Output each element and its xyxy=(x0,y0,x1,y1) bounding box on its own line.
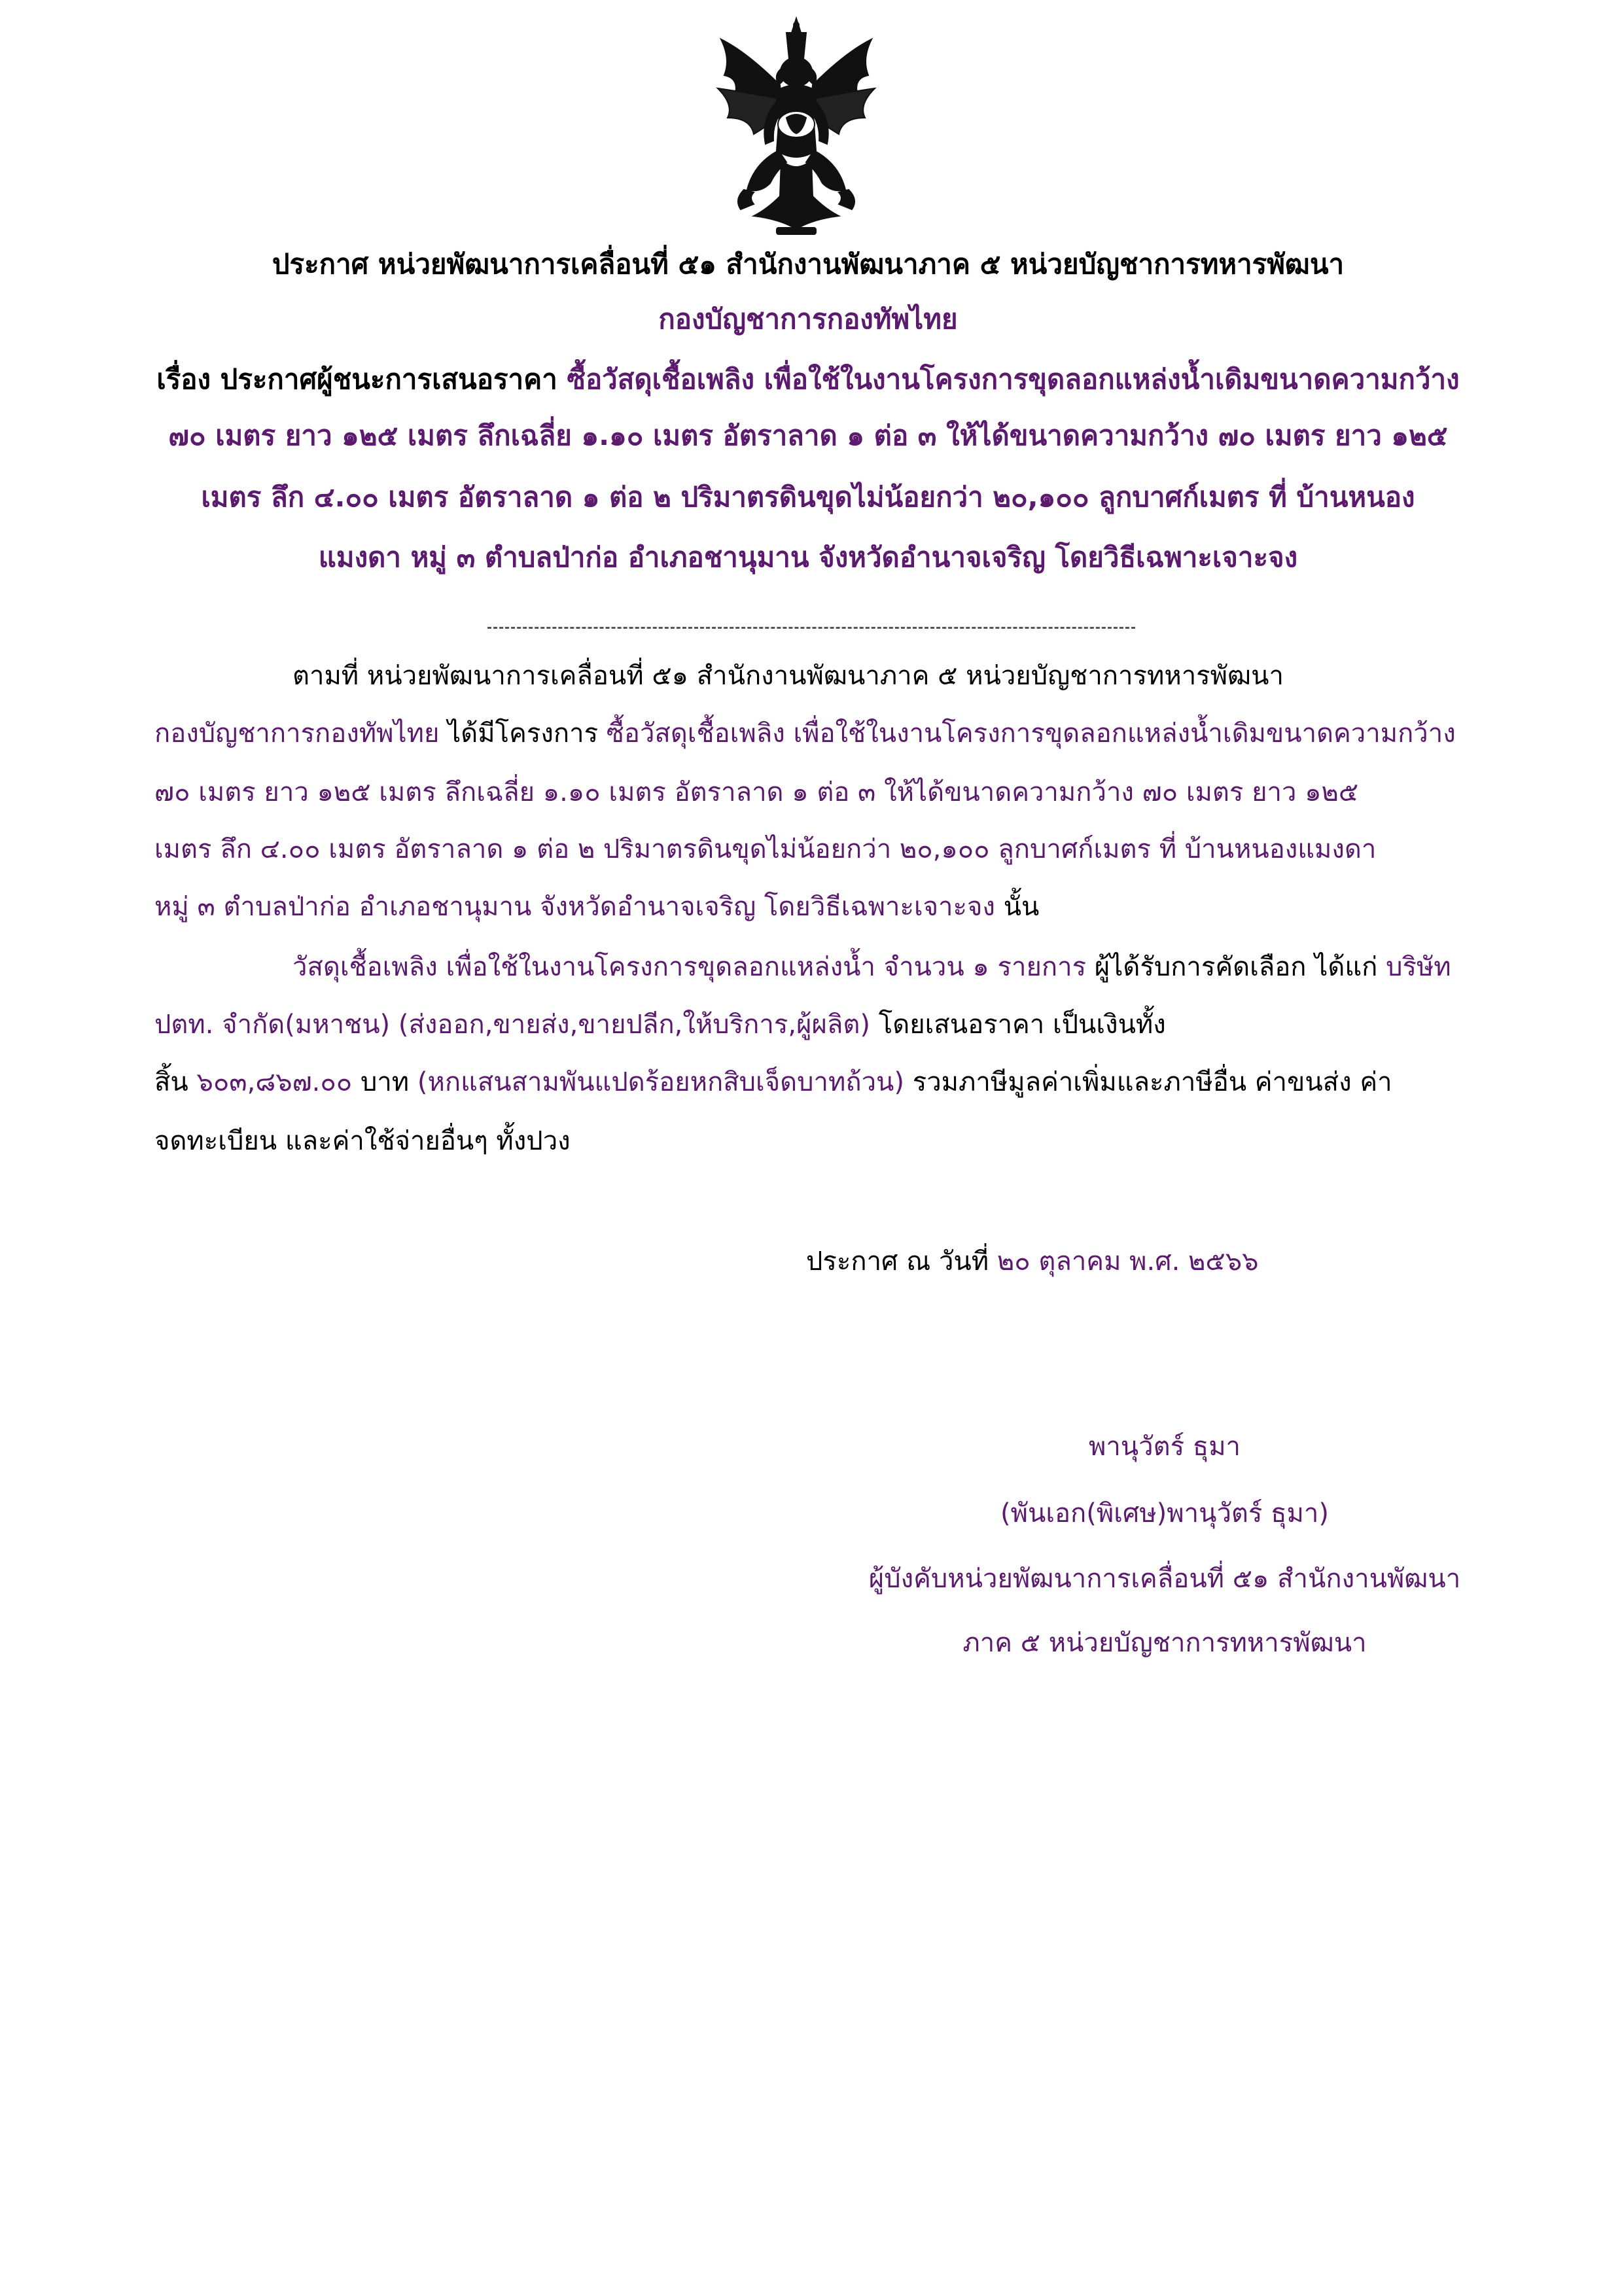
project-name: ซื้อวัสดุเชื้อเพลิง เพื่อใช้ในงานโครงการขุดลอกแหล่งน้ำเดิมขนาดความกว้าง xyxy=(606,718,1456,749)
announce-date-line xyxy=(806,1243,1258,1280)
subject-line xyxy=(118,360,1498,399)
paragraph-2-line-2 xyxy=(154,1006,1166,1043)
paragraph-1-line-5 xyxy=(154,889,1039,925)
selected-label: ผู้ได้รับการคัดเลือก ได้แก่ xyxy=(1094,952,1378,982)
tax-note: รวมภาษีมูลค่าเพิ่มและภาษีอื่น ค่าขนส่ง ค่า xyxy=(912,1067,1392,1097)
subject-line-2: ๗๐ เมตร ยาว ๑๒๕ เมตร ลึกเฉลี่ย ๑.๑๐ เมตร อัตราลาด ๑ ต่อ ๓ ให้ได้ขนาดความกว้าง ๗๐ เมตร ยาว ๑๒๕ xyxy=(168,419,1448,451)
paragraph-1-line-3: ๗๐ เมตร ยาว ๑๒๕ เมตร ลึกเฉลี่ย ๑.๑๐ เมตร อัตราลาด ๑ ต่อ ๓ ให้ได้ขนาดความกว้าง ๗๐ เมตร ยาว ๑๒๕ xyxy=(154,777,1359,807)
signature-rank-name: (พันเอก(พิเศษ)พานุวัตร์ ธุมา) xyxy=(1000,1498,1329,1528)
paragraph-2-line-3 xyxy=(154,1064,1392,1101)
bid-label: โดยเสนอราคา เป็นเงินทั้ง xyxy=(878,1010,1166,1040)
heading-line-2: กองบัญชาการกองทัพไทย xyxy=(658,303,958,335)
divider xyxy=(487,627,1135,629)
project-location: หมู่ ๓ ตำบลป่าก่อ อำเภอชานุมาน จังหวัดอำนาจเจริญ โดยวิธีเฉพาะเจาะจง xyxy=(154,892,995,922)
subject-prefix: เรื่อง ประกาศผู้ชนะการเสนอราคา xyxy=(156,363,557,395)
company-name: ปตท. จำกัด(มหาชน) (ส่งออก,ขายส่ง,ขายปลีก,ให้บริการ,ผู้ผลิต) xyxy=(154,1010,871,1040)
subject-project: ซื้อวัสดุเชื้อเพลิง เพื่อใช้ในงานโครงการขุดลอกแหล่งน้ำเดิมขนาดความกว้าง xyxy=(567,363,1460,395)
paragraph-2-line-4: จดทะเบียน และค่าใช้จ่ายอื่นๆ ทั้งปวง xyxy=(154,1126,571,1156)
subject-line-4: แมงดา หมู่ ๓ ตำบลป่าก่อ อำเภอชานุมาน จังหวัดอำนาจเจริญ โดยวิธีเฉพาะเจาะจง xyxy=(318,541,1298,573)
paragraph-1-end: นั้น xyxy=(1003,892,1040,922)
signature-position-1: ผู้บังคับหน่วยพัฒนาการเคลื่อนที่ ๕๑ สำนักงานพัฒนา xyxy=(868,1564,1461,1594)
currency-label: บาท xyxy=(360,1067,410,1097)
bid-amount-words: (หกแสนสามพันแปดร้อยหกสิบเจ็ดบาทถ้วน) xyxy=(417,1067,904,1097)
item-description: วัสดุเชื้อเพลิง เพื่อใช้ในงานโครงการขุดลอกแหล่งน้ำ จำนวน ๑ รายการ xyxy=(292,952,1087,982)
bid-amount: ๖๐๓,๘๖๗.๐๐ xyxy=(196,1067,353,1097)
garuda-emblem-icon xyxy=(708,13,885,239)
signature-name: พานุวัตร์ ธุมา xyxy=(1088,1432,1241,1462)
paragraph-1-line-4: เมตร ลึก ๔.๐๐ เมตร อัตราลาด ๑ ต่อ ๒ ปริมาตรดินขุดไม่น้อยกว่า ๒๐,๑๐๐ ลูกบาศก์เมตร ที่ บ้านหนองแมงดา xyxy=(154,834,1377,864)
signature-position-2: ภาค ๕ หน่วยบัญชาการทหารพัฒนา xyxy=(962,1628,1367,1658)
announce-label: ประกาศ ณ วันที่ xyxy=(806,1246,989,1277)
org-name: กองบัญชาการกองทัพไทย xyxy=(154,718,440,749)
company-prefix: บริษัท xyxy=(1386,952,1451,982)
heading-line-1: ประกาศ หน่วยพัฒนาการเคลื่อนที่ ๕๑ สำนักงานพัฒนาภาค ๕ หน่วยบัญชาการทหารพัฒนา xyxy=(272,248,1345,280)
announce-date: ๒๐ ตุลาคม พ.ศ. ๒๕๖๖ xyxy=(996,1246,1259,1277)
paragraph-1-line-1: ตามที่ หน่วยพัฒนาการเคลื่อนที่ ๕๑ สำนักงานพัฒนาภาค ๕ หน่วยบัญชาการทหารพัฒนา xyxy=(292,661,1284,691)
paragraph-1-line-2 xyxy=(154,715,1456,752)
paragraph-2-line-1 xyxy=(292,949,1451,985)
project-intro: ได้มีโครงการ xyxy=(448,718,599,749)
subject-line-3: เมตร ลึก ๔.๐๐ เมตร อัตราลาด ๑ ต่อ ๒ ปริมาตรดินขุดไม่น้อยกว่า ๒๐,๑๐๐ ลูกบาศก์เมตร ที่ บ้านหนอง xyxy=(201,481,1415,513)
total-label: สิ้น xyxy=(154,1067,188,1097)
